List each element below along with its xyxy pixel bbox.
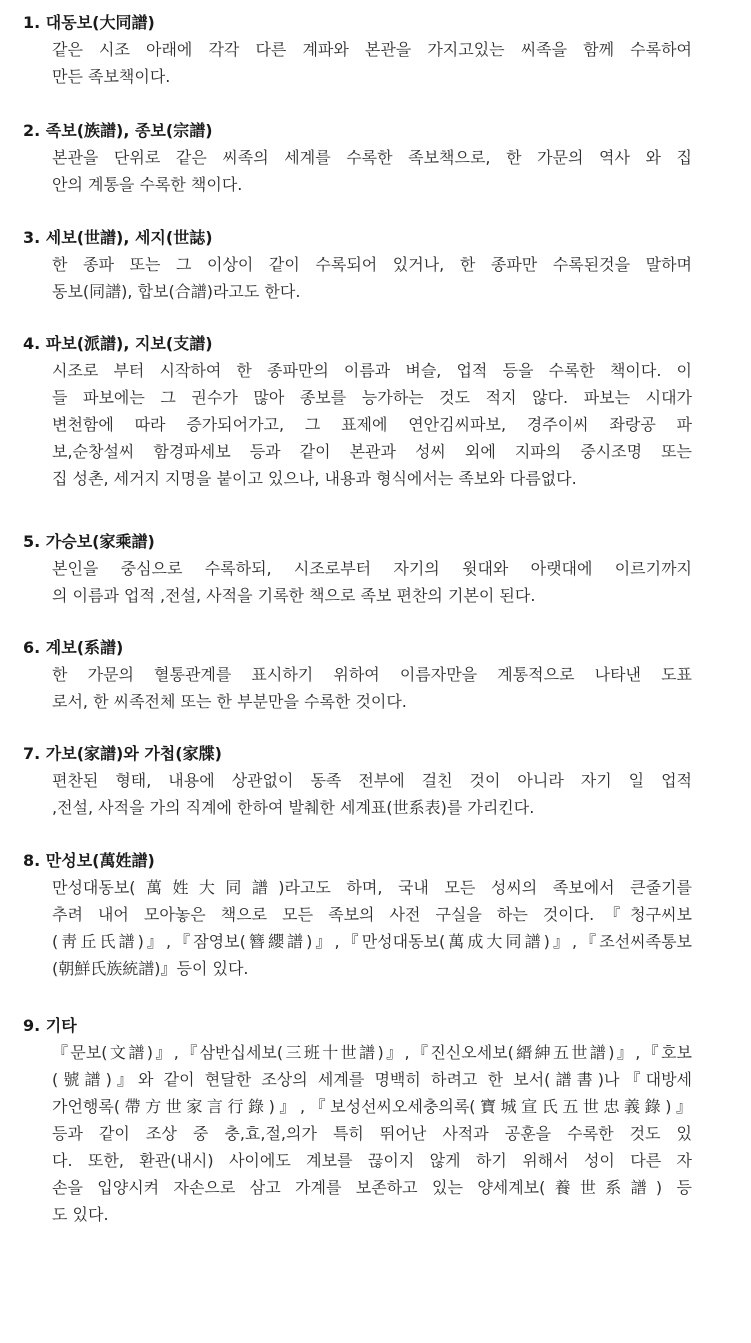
section-heading: 1. 대동보(大同譜) [23,13,155,32]
body-line: 한 가문의 혈통관계를 표시하기 위하여 이름자만을 계통적으로 나타낸 도표 [52,665,692,684]
section-body [52,36,692,90]
body-line: 손을 입양시켜 자손으로 삼고 가계를 보존하고 있는 양세계보(養世系譜) 등 [52,1178,692,1197]
body-line: 보,순창설씨 함경파세보 등과 같이 본관과 성씨 외에 지파의 중시조명 또는 [52,442,692,461]
body-line: 본인을 중심으로 수록하되, 시조로부터 자기의 윗대와 아랫대에 이르기까지 [52,559,692,578]
section-heading: 8. 만성보(萬姓譜) [23,851,155,870]
body-line: 가언행록(帶方世家言行錄)』,『보성선씨오세충의록(寶城宣氏五世忠義錄)』 [52,1097,692,1116]
body-line: 만든 족보책이다. [52,67,171,86]
body-line: 만성대동보(萬姓大同譜)라고도 하며, 국내 모든 성씨의 족보에서 큰줄기를 [52,878,692,897]
body-line: 한 종파 또는 그 이상이 같이 수록되어 있거나, 한 종파만 수록된것을 말하며 [52,255,692,274]
section-body [52,357,692,492]
body-line: 편찬된 형태, 내용에 상관없이 동족 전부에 걸친 것이 아니라 자기 일 업적 [52,771,692,790]
body-line: ,전설, 사적을 가의 직계에 한하여 발췌한 세계표(世系表)를 가리킨다. [52,798,535,817]
section-body [52,661,692,715]
body-line: 의 이름과 업적 ,전설, 사적을 기록한 책으로 족보 편찬의 기본이 된다. [52,586,536,605]
body-line: 변천함에 따라 증가되어가고, 그 표제에 연안김씨파보, 경주이씨 좌랑공 파 [52,415,692,434]
body-line: 집 성촌, 세거지 지명을 붙이고 있으나, 내용과 형식에서는 족보와 다름없다. [52,469,577,488]
body-line: 등과 같이 조상 중 충,효,절,의가 특히 뛰어난 사적과 공훈을 수록한 것도 있 [52,1124,692,1143]
section-heading: 5. 가승보(家乘譜) [23,532,155,551]
section-body [52,874,692,982]
section-heading: 2. 족보(族譜), 종보(宗譜) [23,121,213,140]
section-body [52,555,692,609]
section-heading: 6. 계보(系譜) [23,638,124,657]
section-body [52,144,692,198]
body-line: 같은 시조 아래에 각각 다른 계파와 본관을 가지고있는 씨족을 함께 수록하여 [52,40,692,59]
body-line: 추려 내어 모아놓은 책으로 모든 족보의 사전 구실을 하는 것이다.『청구씨보 [52,905,692,924]
body-line: 안의 계통을 수록한 책이다. [52,175,243,194]
body-line: 들 파보에는 그 권수가 많아 종보를 능가하는 것도 적지 않다. 파보는 시대가 [52,388,692,407]
body-line: 본관을 단위로 같은 씨족의 세계를 수록한 족보책으로, 한 가문의 역사 와 집 [52,148,692,167]
body-line: 『문보(文譜)』,『삼반십세보(三班十世譜)』,『진신오세보(縉紳五世譜)』,『호보 [52,1043,692,1062]
section-heading: 9. 기타 [23,1016,77,1035]
body-line: 다. 또한, 환관(내시) 사이에도 계보를 끊이지 않게 하기 위해서 성이 다른 자 [52,1151,692,1170]
section-body [52,1039,692,1228]
section-heading: 7. 가보(家譜)와 가첩(家牒) [23,744,222,763]
section-heading: 3. 세보(世譜), 세지(世誌) [23,228,213,247]
body-line: 동보(同譜), 합보(合譜)라고도 한다. [52,282,301,301]
body-line: 시조로 부터 시작하여 한 종파만의 이름과 벼슬, 업적 등을 수록한 책이다. 이 [52,361,692,380]
section-heading: 4. 파보(派譜), 지보(支譜) [23,334,213,353]
body-line: (朝鮮氏族統譜)』등이 있다. [52,959,249,978]
section-body [52,767,692,821]
body-line: (靑丘氏譜)』,『잠영보(簪纓譜)』,『만성대동보(萬成大同譜)』,『조선씨족통보 [52,932,692,951]
body-line: (號譜)』와 같이 현달한 조상의 세계를 명백히 하려고 한 보서(譜書)나『대방세 [52,1070,692,1089]
body-line: 로서, 한 씨족전체 또는 한 부분만을 수록한 것이다. [52,692,407,711]
body-line: 도 있다. [52,1205,109,1224]
section-body [52,251,692,305]
